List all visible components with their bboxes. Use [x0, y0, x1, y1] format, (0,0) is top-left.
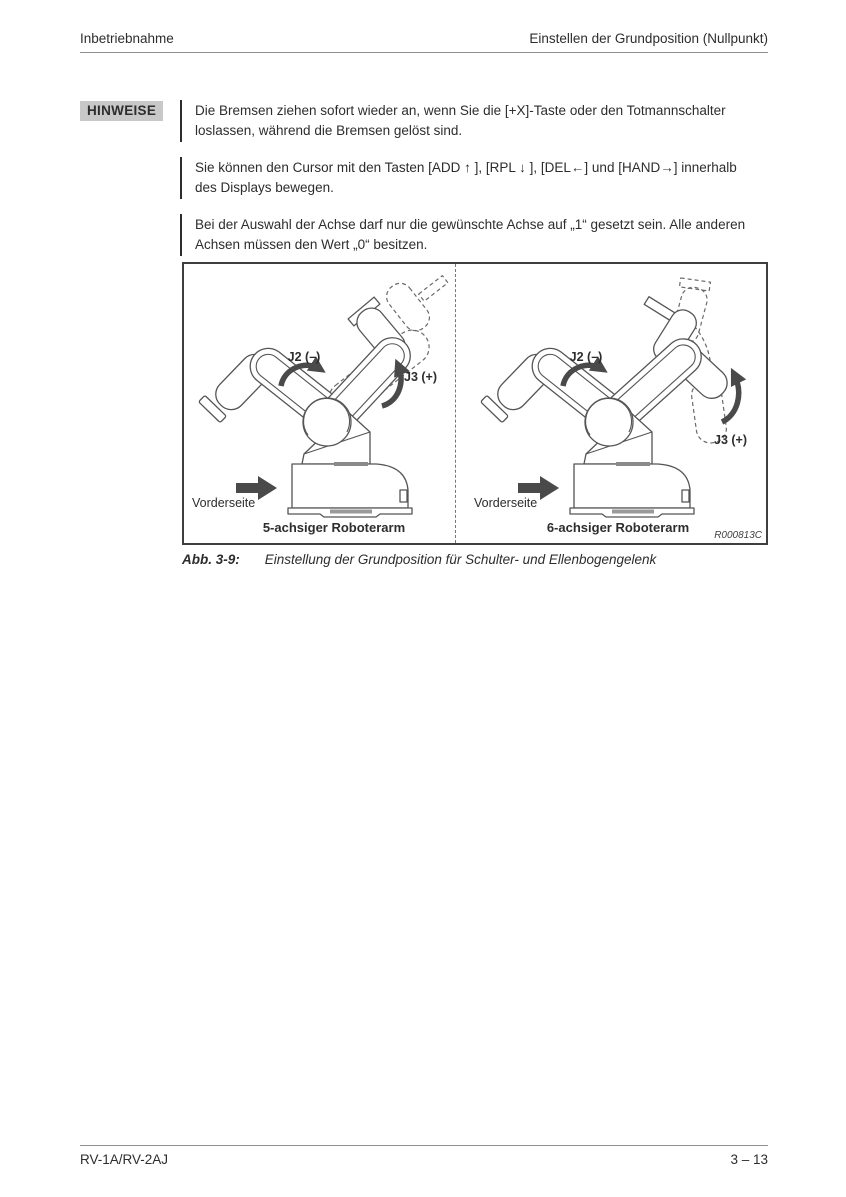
note-item: [180, 214, 772, 256]
note-text: Sie können den Cursor mit den Tasten [ADD ↑ ], [RPL ↓ ], [DEL←] und [HAND→] innerhalb: [195, 160, 737, 175]
note-text: Bei der Auswahl der Achse darf nur die gewünschte Achse auf „1“ gesetzt sein. Alle anderen: [195, 217, 746, 232]
figure-caption: [182, 552, 656, 567]
front-label: Vorderseite: [474, 496, 538, 510]
j3-label: J3 (+): [404, 370, 438, 384]
notes-label: HINWEISE: [80, 101, 163, 121]
figure-box: [182, 262, 768, 545]
note-item: [180, 100, 772, 142]
page-footer: [80, 1152, 768, 1167]
notes-list: [180, 100, 772, 271]
figure-panel-5axis: [184, 264, 456, 543]
robot-base: [288, 462, 412, 517]
header-section: Einstellen der Grundposition (Nullpunkt): [529, 31, 768, 46]
j2-label: J2 (–): [569, 350, 603, 364]
panel-caption: 6-achsiger Roboterarm: [546, 520, 690, 535]
j3-label: J3 (+): [714, 433, 748, 447]
footer-model: RV-1A/RV-2AJ: [80, 1152, 169, 1167]
note-text: loslassen, während die Bremsen gelöst sind.: [195, 122, 463, 138]
front-label: Vorderseite: [192, 496, 256, 510]
note-text: Die Bremsen ziehen sofort wieder an, wenn Sie die [+X]-Taste oder den Totmannschalter: [195, 103, 726, 118]
figure-reference-code: R000813C: [714, 530, 762, 541]
robot-base: [570, 462, 694, 517]
footer-rule: [80, 1145, 768, 1146]
j2-label: J2 (–): [287, 350, 321, 364]
figure-panel-6axis: [456, 264, 768, 543]
note-text: des Displays bewegen.: [195, 179, 334, 195]
note-item: [180, 157, 772, 199]
header-rule: [80, 52, 768, 53]
robot-arm-drawing-5axis: [184, 264, 456, 542]
robot-arm-drawing-6axis: [456, 264, 768, 542]
footer-page-number: 3 – 13: [730, 1152, 768, 1167]
figure-caption-label: Abb. 3-9:: [182, 552, 240, 567]
page-header: [80, 31, 768, 47]
panel-caption: 5-achsiger Roboterarm: [262, 520, 406, 535]
figure-caption-text: Einstellung der Grundposition für Schulter- und Ellenbogengelenk: [264, 552, 657, 567]
header-chapter: Inbetriebnahme: [80, 31, 174, 46]
note-text: Achsen müssen den Wert „0“ besitzen.: [195, 236, 428, 252]
